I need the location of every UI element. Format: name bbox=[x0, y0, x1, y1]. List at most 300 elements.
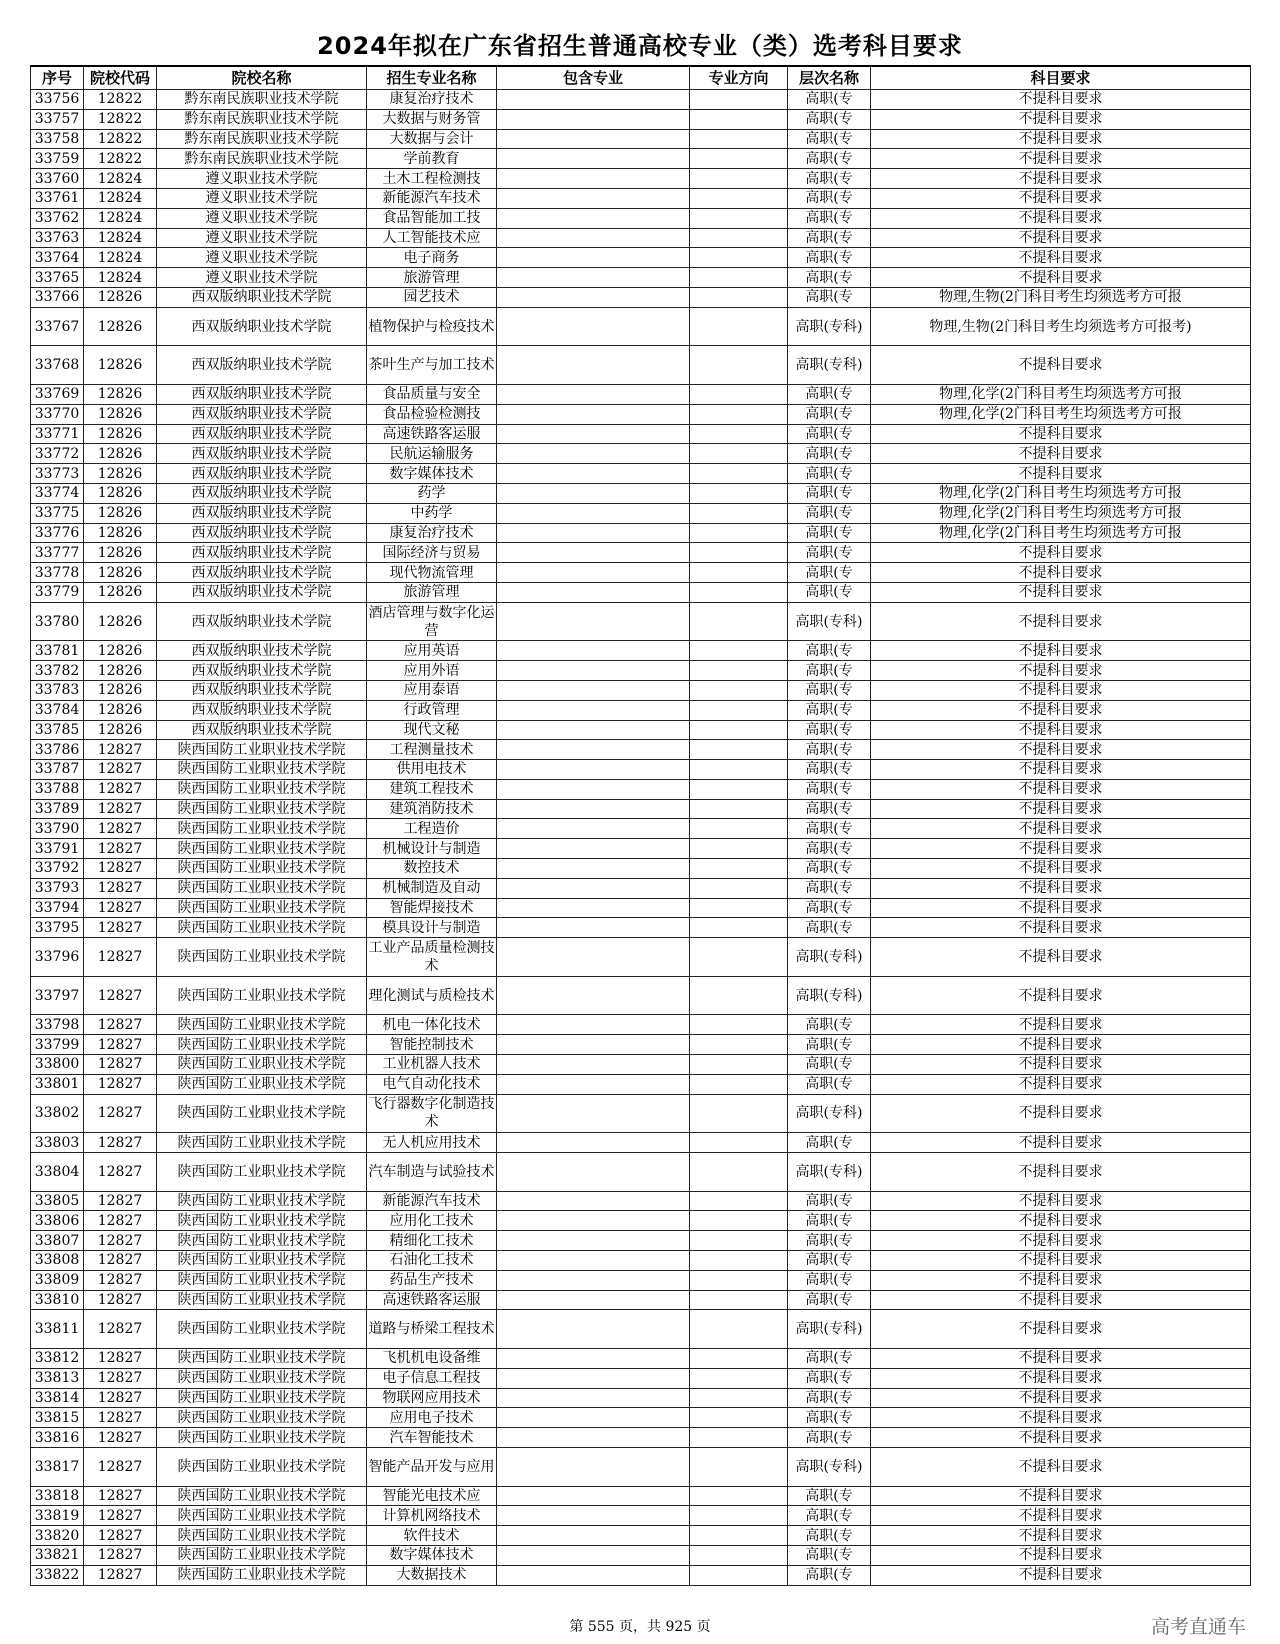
cell-subject-req: 不提科目要求 bbox=[871, 582, 1251, 602]
cell-school-name: 西双版纳职业技术学院 bbox=[157, 483, 367, 503]
cell-major-name: 工程造价 bbox=[367, 819, 497, 839]
cell-school-name: 陕西国防工业职业技术学院 bbox=[157, 1211, 367, 1231]
cell-included-majors bbox=[497, 661, 690, 681]
table-row bbox=[31, 700, 1251, 720]
cell-major-name: 电气自动化技术 bbox=[367, 1074, 497, 1094]
cell-school-code: 12827 bbox=[84, 1565, 157, 1585]
cell-major-direction bbox=[690, 661, 788, 681]
cell-major-name: 应用英语 bbox=[367, 641, 497, 661]
cell-index: 33807 bbox=[31, 1231, 84, 1251]
cell-level: 高职(专科) bbox=[788, 1310, 871, 1349]
cell-major-name: 机电一体化技术 bbox=[367, 1015, 497, 1035]
table-row bbox=[31, 543, 1251, 563]
cell-school-code: 12826 bbox=[84, 700, 157, 720]
cell-level: 高职(专 bbox=[788, 523, 871, 543]
table-row bbox=[31, 563, 1251, 583]
cell-level: 高职(专 bbox=[788, 543, 871, 563]
cell-index: 33793 bbox=[31, 878, 84, 898]
cell-level: 高职(专 bbox=[788, 90, 871, 110]
cell-major-name: 工业机器人技术 bbox=[367, 1055, 497, 1075]
cell-major-direction bbox=[690, 976, 788, 1015]
table-row bbox=[31, 1251, 1251, 1271]
cell-major-direction bbox=[690, 918, 788, 938]
cell-school-code: 12824 bbox=[84, 228, 157, 248]
cell-included-majors bbox=[497, 1506, 690, 1526]
cell-school-code: 12827 bbox=[84, 1290, 157, 1310]
cell-included-majors bbox=[497, 384, 690, 404]
cell-major-direction bbox=[690, 582, 788, 602]
cell-major-name: 石油化工技术 bbox=[367, 1251, 497, 1271]
cell-subject-req: 不提科目要求 bbox=[871, 1447, 1251, 1486]
cell-school-code: 12827 bbox=[84, 760, 157, 780]
cell-subject-req: 不提科目要求 bbox=[871, 602, 1251, 641]
cell-level: 高职(专 bbox=[788, 1349, 871, 1369]
cell-index: 33779 bbox=[31, 582, 84, 602]
cell-school-code: 12827 bbox=[84, 859, 157, 879]
cell-included-majors bbox=[497, 700, 690, 720]
cell-subject-req: 不提科目要求 bbox=[871, 661, 1251, 681]
cell-subject-req: 不提科目要求 bbox=[871, 1368, 1251, 1388]
table-row bbox=[31, 799, 1251, 819]
cell-school-name: 陕西国防工业职业技术学院 bbox=[157, 1015, 367, 1035]
cell-school-code: 12827 bbox=[84, 938, 157, 977]
cell-major-name: 数字媒体技术 bbox=[367, 1545, 497, 1565]
cell-major-name: 电子信息工程技 bbox=[367, 1368, 497, 1388]
cell-school-code: 12827 bbox=[84, 898, 157, 918]
cell-major-name: 应用外语 bbox=[367, 661, 497, 681]
cell-major-name: 应用化工技术 bbox=[367, 1211, 497, 1231]
cell-major-name: 智能光电技术应 bbox=[367, 1486, 497, 1506]
cell-major-direction bbox=[690, 563, 788, 583]
cell-major-direction bbox=[690, 1290, 788, 1310]
cell-major-name: 食品质量与安全 bbox=[367, 384, 497, 404]
table-row bbox=[31, 1486, 1251, 1506]
table-row bbox=[31, 188, 1251, 208]
table-row bbox=[31, 503, 1251, 523]
cell-major-direction bbox=[690, 268, 788, 288]
cell-included-majors bbox=[497, 129, 690, 149]
cell-major-name: 电子商务 bbox=[367, 248, 497, 268]
cell-index: 33813 bbox=[31, 1368, 84, 1388]
cell-major-direction bbox=[690, 1055, 788, 1075]
cell-school-name: 陕西国防工业职业技术学院 bbox=[157, 1231, 367, 1251]
cell-school-name: 陕西国防工业职业技术学院 bbox=[157, 1447, 367, 1486]
cell-index: 33820 bbox=[31, 1526, 84, 1546]
table-row bbox=[31, 1310, 1251, 1349]
cell-school-name: 陕西国防工业职业技术学院 bbox=[157, 1565, 367, 1585]
cell-subject-req: 不提科目要求 bbox=[871, 878, 1251, 898]
cell-major-direction bbox=[690, 938, 788, 977]
table-row bbox=[31, 1094, 1251, 1133]
cell-subject-req: 不提科目要求 bbox=[871, 1133, 1251, 1153]
cell-school-code: 12826 bbox=[84, 404, 157, 424]
cell-index: 33816 bbox=[31, 1428, 84, 1448]
cell-school-code: 12827 bbox=[84, 1133, 157, 1153]
table-row bbox=[31, 1035, 1251, 1055]
cell-index: 33763 bbox=[31, 228, 84, 248]
cell-level: 高职(专 bbox=[788, 287, 871, 307]
cell-index: 33803 bbox=[31, 1133, 84, 1153]
cell-major-name: 软件技术 bbox=[367, 1526, 497, 1546]
cell-level: 高职(专 bbox=[788, 228, 871, 248]
col-header-major-direction: 专业方向 bbox=[690, 66, 788, 90]
cell-major-direction bbox=[690, 169, 788, 189]
table-row bbox=[31, 661, 1251, 681]
cell-school-code: 12826 bbox=[84, 483, 157, 503]
cell-major-direction bbox=[690, 1191, 788, 1211]
table-row bbox=[31, 1368, 1251, 1388]
cell-school-name: 西双版纳职业技术学院 bbox=[157, 661, 367, 681]
cell-major-name: 大数据技术 bbox=[367, 1565, 497, 1585]
cell-included-majors bbox=[497, 1055, 690, 1075]
cell-major-direction bbox=[690, 602, 788, 641]
cell-level: 高职(专 bbox=[788, 1191, 871, 1211]
cell-major-direction bbox=[690, 1428, 788, 1448]
cell-major-direction bbox=[690, 1133, 788, 1153]
cell-level: 高职(专 bbox=[788, 1211, 871, 1231]
cell-level: 高职(专 bbox=[788, 582, 871, 602]
cell-level: 高职(专 bbox=[788, 1074, 871, 1094]
cell-major-direction bbox=[690, 1035, 788, 1055]
cell-included-majors bbox=[497, 740, 690, 760]
page-footer: 第 555 页，共 925 页 bbox=[569, 1619, 711, 1635]
table-body bbox=[31, 90, 1251, 1586]
cell-included-majors bbox=[497, 523, 690, 543]
cell-index: 33757 bbox=[31, 109, 84, 129]
cell-level: 高职(专 bbox=[788, 1035, 871, 1055]
cell-major-direction bbox=[690, 1526, 788, 1546]
cell-major-name: 现代物流管理 bbox=[367, 563, 497, 583]
cell-school-name: 西双版纳职业技术学院 bbox=[157, 503, 367, 523]
cell-subject-req: 不提科目要求 bbox=[871, 1408, 1251, 1428]
cell-included-majors bbox=[497, 1447, 690, 1486]
cell-major-name: 无人机应用技术 bbox=[367, 1133, 497, 1153]
cell-major-name: 机械制造及自动 bbox=[367, 878, 497, 898]
cell-school-name: 西双版纳职业技术学院 bbox=[157, 602, 367, 641]
cell-subject-req: 不提科目要求 bbox=[871, 1428, 1251, 1448]
cell-school-code: 12826 bbox=[84, 720, 157, 740]
cell-index: 33783 bbox=[31, 680, 84, 700]
table-row bbox=[31, 248, 1251, 268]
cell-school-name: 西双版纳职业技术学院 bbox=[157, 287, 367, 307]
cell-subject-req: 不提科目要求 bbox=[871, 109, 1251, 129]
cell-level: 高职(专 bbox=[788, 1133, 871, 1153]
cell-included-majors bbox=[497, 859, 690, 879]
cell-school-code: 12827 bbox=[84, 1486, 157, 1506]
table-row bbox=[31, 523, 1251, 543]
table-row bbox=[31, 1447, 1251, 1486]
cell-school-name: 西双版纳职业技术学院 bbox=[157, 543, 367, 563]
table-row bbox=[31, 307, 1251, 346]
cell-school-name: 西双版纳职业技术学院 bbox=[157, 464, 367, 484]
cell-school-name: 遵义职业技术学院 bbox=[157, 228, 367, 248]
cell-major-name: 智能焊接技术 bbox=[367, 898, 497, 918]
cell-index: 33784 bbox=[31, 700, 84, 720]
table-header-row bbox=[31, 66, 1251, 90]
cell-major-direction bbox=[690, 760, 788, 780]
table-row bbox=[31, 680, 1251, 700]
cell-school-name: 黔东南民族职业技术学院 bbox=[157, 109, 367, 129]
cell-index: 33821 bbox=[31, 1545, 84, 1565]
cell-included-majors bbox=[497, 543, 690, 563]
cell-major-direction bbox=[690, 878, 788, 898]
cell-major-direction bbox=[690, 680, 788, 700]
cell-subject-req: 不提科目要求 bbox=[871, 208, 1251, 228]
cell-subject-req: 不提科目要求 bbox=[871, 1055, 1251, 1075]
cell-school-name: 陕西国防工业职业技术学院 bbox=[157, 1486, 367, 1506]
cell-major-direction bbox=[690, 1231, 788, 1251]
cell-index: 33787 bbox=[31, 760, 84, 780]
table-row bbox=[31, 859, 1251, 879]
cell-major-name: 植物保护与检疫技术 bbox=[367, 307, 497, 346]
cell-major-name: 旅游管理 bbox=[367, 268, 497, 288]
cell-level: 高职(专 bbox=[788, 740, 871, 760]
table-row bbox=[31, 464, 1251, 484]
cell-school-name: 陕西国防工业职业技术学院 bbox=[157, 799, 367, 819]
cell-subject-req: 不提科目要求 bbox=[871, 779, 1251, 799]
cell-school-name: 陕西国防工业职业技术学院 bbox=[157, 1055, 367, 1075]
col-header-school-code: 院校代码 bbox=[84, 66, 157, 90]
cell-index: 33805 bbox=[31, 1191, 84, 1211]
cell-included-majors bbox=[497, 149, 690, 169]
cell-subject-req: 不提科目要求 bbox=[871, 346, 1251, 385]
cell-subject-req: 不提科目要求 bbox=[871, 1388, 1251, 1408]
cell-school-code: 12827 bbox=[84, 1191, 157, 1211]
table-row bbox=[31, 819, 1251, 839]
cell-major-direction bbox=[690, 720, 788, 740]
cell-index: 33790 bbox=[31, 819, 84, 839]
table-row bbox=[31, 878, 1251, 898]
cell-level: 高职(专 bbox=[788, 720, 871, 740]
cell-subject-req: 不提科目要求 bbox=[871, 1191, 1251, 1211]
cell-school-code: 12827 bbox=[84, 1545, 157, 1565]
cell-school-code: 12822 bbox=[84, 90, 157, 110]
cell-subject-req: 不提科目要求 bbox=[871, 918, 1251, 938]
cell-major-direction bbox=[690, 819, 788, 839]
cell-subject-req: 不提科目要求 bbox=[871, 1251, 1251, 1271]
cell-index: 33811 bbox=[31, 1310, 84, 1349]
cell-major-name: 模具设计与制造 bbox=[367, 918, 497, 938]
table-row bbox=[31, 1270, 1251, 1290]
cell-school-code: 12826 bbox=[84, 523, 157, 543]
cell-major-name: 机械设计与制造 bbox=[367, 839, 497, 859]
cell-included-majors bbox=[497, 424, 690, 444]
cell-school-code: 12824 bbox=[84, 248, 157, 268]
table-row bbox=[31, 1545, 1251, 1565]
cell-level: 高职(专 bbox=[788, 188, 871, 208]
cell-school-name: 西双版纳职业技术学院 bbox=[157, 404, 367, 424]
col-header-index: 序号 bbox=[31, 66, 84, 90]
cell-index: 33777 bbox=[31, 543, 84, 563]
cell-included-majors bbox=[497, 1428, 690, 1448]
cell-major-direction bbox=[690, 444, 788, 464]
cell-school-code: 12827 bbox=[84, 1074, 157, 1094]
cell-level: 高职(专 bbox=[788, 248, 871, 268]
cell-subject-req: 不提科目要求 bbox=[871, 228, 1251, 248]
cell-subject-req: 不提科目要求 bbox=[871, 268, 1251, 288]
cell-index: 33798 bbox=[31, 1015, 84, 1035]
cell-school-name: 西双版纳职业技术学院 bbox=[157, 384, 367, 404]
cell-subject-req: 不提科目要求 bbox=[871, 1290, 1251, 1310]
cell-subject-req: 不提科目要求 bbox=[871, 720, 1251, 740]
cell-school-name: 西双版纳职业技术学院 bbox=[157, 523, 367, 543]
cell-major-direction bbox=[690, 503, 788, 523]
cell-school-name: 西双版纳职业技术学院 bbox=[157, 563, 367, 583]
cell-school-code: 12826 bbox=[84, 543, 157, 563]
cell-included-majors bbox=[497, 1526, 690, 1546]
cell-index: 33776 bbox=[31, 523, 84, 543]
cell-major-name: 应用电子技术 bbox=[367, 1408, 497, 1428]
cell-included-majors bbox=[497, 444, 690, 464]
cell-included-majors bbox=[497, 918, 690, 938]
cell-included-majors bbox=[497, 976, 690, 1015]
cell-school-code: 12827 bbox=[84, 1447, 157, 1486]
cell-major-direction bbox=[690, 1094, 788, 1133]
table-row bbox=[31, 444, 1251, 464]
cell-major-direction bbox=[690, 1368, 788, 1388]
cell-index: 33762 bbox=[31, 208, 84, 228]
cell-subject-req: 不提科目要求 bbox=[871, 1074, 1251, 1094]
col-header-major-name: 招生专业名称 bbox=[367, 66, 497, 90]
table-row bbox=[31, 602, 1251, 641]
table-row bbox=[31, 384, 1251, 404]
cell-major-name: 康复治疗技术 bbox=[367, 90, 497, 110]
cell-index: 33814 bbox=[31, 1388, 84, 1408]
cell-major-direction bbox=[690, 109, 788, 129]
cell-school-name: 陕西国防工业职业技术学院 bbox=[157, 1074, 367, 1094]
cell-school-name: 遵义职业技术学院 bbox=[157, 268, 367, 288]
table-row bbox=[31, 1349, 1251, 1369]
cell-school-code: 12827 bbox=[84, 1094, 157, 1133]
cell-index: 33808 bbox=[31, 1251, 84, 1271]
cell-level: 高职(专 bbox=[788, 1526, 871, 1546]
cell-major-direction bbox=[690, 384, 788, 404]
cell-major-direction bbox=[690, 464, 788, 484]
cell-major-name: 飞行器数字化制造技术 bbox=[367, 1094, 497, 1133]
cell-subject-req: 不提科目要求 bbox=[871, 760, 1251, 780]
cell-school-name: 陕西国防工业职业技术学院 bbox=[157, 760, 367, 780]
table-row bbox=[31, 582, 1251, 602]
cell-school-code: 12827 bbox=[84, 1270, 157, 1290]
cell-school-name: 陕西国防工业职业技术学院 bbox=[157, 1408, 367, 1428]
cell-major-direction bbox=[690, 1349, 788, 1369]
cell-school-name: 黔东南民族职业技术学院 bbox=[157, 90, 367, 110]
table-row bbox=[31, 918, 1251, 938]
cell-school-name: 陕西国防工业职业技术学院 bbox=[157, 1133, 367, 1153]
cell-included-majors bbox=[497, 1231, 690, 1251]
cell-school-code: 12827 bbox=[84, 1153, 157, 1192]
cell-level: 高职(专 bbox=[788, 641, 871, 661]
table-row bbox=[31, 1388, 1251, 1408]
cell-subject-req: 不提科目要求 bbox=[871, 1015, 1251, 1035]
cell-school-name: 陕西国防工业职业技术学院 bbox=[157, 1428, 367, 1448]
table-row bbox=[31, 404, 1251, 424]
cell-major-name: 土木工程检测技 bbox=[367, 169, 497, 189]
cell-major-name: 新能源汽车技术 bbox=[367, 188, 497, 208]
cell-school-name: 陕西国防工业职业技术学院 bbox=[157, 1035, 367, 1055]
table-row bbox=[31, 90, 1251, 110]
table-row bbox=[31, 976, 1251, 1015]
cell-school-code: 12826 bbox=[84, 680, 157, 700]
cell-included-majors bbox=[497, 248, 690, 268]
cell-level: 高职(专科) bbox=[788, 938, 871, 977]
cell-major-name: 大数据与财务管 bbox=[367, 109, 497, 129]
cell-subject-req: 不提科目要求 bbox=[871, 938, 1251, 977]
cell-index: 33795 bbox=[31, 918, 84, 938]
cell-level: 高职(专 bbox=[788, 898, 871, 918]
cell-school-name: 陕西国防工业职业技术学院 bbox=[157, 1545, 367, 1565]
cell-subject-req: 不提科目要求 bbox=[871, 1035, 1251, 1055]
table-row bbox=[31, 1211, 1251, 1231]
cell-level: 高职(专 bbox=[788, 799, 871, 819]
cell-level: 高职(专 bbox=[788, 760, 871, 780]
cell-level: 高职(专 bbox=[788, 404, 871, 424]
cell-included-majors bbox=[497, 878, 690, 898]
cell-major-direction bbox=[690, 898, 788, 918]
col-header-level: 层次名称 bbox=[788, 66, 871, 90]
cell-school-code: 12826 bbox=[84, 287, 157, 307]
cell-major-name: 数控技术 bbox=[367, 859, 497, 879]
cell-level: 高职(专 bbox=[788, 1428, 871, 1448]
cell-school-code: 12826 bbox=[84, 464, 157, 484]
cell-major-direction bbox=[690, 129, 788, 149]
cell-school-name: 陕西国防工业职业技术学院 bbox=[157, 1368, 367, 1388]
cell-school-code: 12827 bbox=[84, 1035, 157, 1055]
cell-index: 33782 bbox=[31, 661, 84, 681]
cell-included-majors bbox=[497, 1035, 690, 1055]
cell-index: 33788 bbox=[31, 779, 84, 799]
cell-index: 33797 bbox=[31, 976, 84, 1015]
cell-school-name: 遵义职业技术学院 bbox=[157, 169, 367, 189]
table-row bbox=[31, 1408, 1251, 1428]
cell-included-majors bbox=[497, 503, 690, 523]
cell-major-name: 工程测量技术 bbox=[367, 740, 497, 760]
cell-level: 高职(专 bbox=[788, 1368, 871, 1388]
cell-subject-req: 不提科目要求 bbox=[871, 129, 1251, 149]
cell-major-name: 应用泰语 bbox=[367, 680, 497, 700]
cell-school-code: 12827 bbox=[84, 1055, 157, 1075]
cell-school-code: 12827 bbox=[84, 1251, 157, 1271]
cell-level: 高职(专 bbox=[788, 208, 871, 228]
cell-index: 33800 bbox=[31, 1055, 84, 1075]
cell-major-direction bbox=[690, 1388, 788, 1408]
cell-level: 高职(专 bbox=[788, 1388, 871, 1408]
col-header-included-majors: 包含专业 bbox=[497, 66, 690, 90]
cell-included-majors bbox=[497, 464, 690, 484]
cell-major-direction bbox=[690, 740, 788, 760]
cell-major-direction bbox=[690, 1270, 788, 1290]
cell-major-direction bbox=[690, 779, 788, 799]
cell-index: 33818 bbox=[31, 1486, 84, 1506]
cell-index: 33769 bbox=[31, 384, 84, 404]
cell-school-code: 12826 bbox=[84, 602, 157, 641]
cell-subject-req: 不提科目要求 bbox=[871, 90, 1251, 110]
cell-included-majors bbox=[497, 208, 690, 228]
cell-school-code: 12824 bbox=[84, 268, 157, 288]
cell-school-name: 陕西国防工业职业技术学院 bbox=[157, 976, 367, 1015]
cell-included-majors bbox=[497, 287, 690, 307]
cell-included-majors bbox=[497, 346, 690, 385]
cell-major-name: 智能产品开发与应用 bbox=[367, 1447, 497, 1486]
cell-major-name: 汽车智能技术 bbox=[367, 1428, 497, 1448]
cell-subject-req: 不提科目要求 bbox=[871, 976, 1251, 1015]
cell-included-majors bbox=[497, 1015, 690, 1035]
table-row bbox=[31, 760, 1251, 780]
cell-subject-req: 不提科目要求 bbox=[871, 1211, 1251, 1231]
cell-major-name: 物联网应用技术 bbox=[367, 1388, 497, 1408]
table-row bbox=[31, 1428, 1251, 1448]
cell-school-name: 陕西国防工业职业技术学院 bbox=[157, 1310, 367, 1349]
